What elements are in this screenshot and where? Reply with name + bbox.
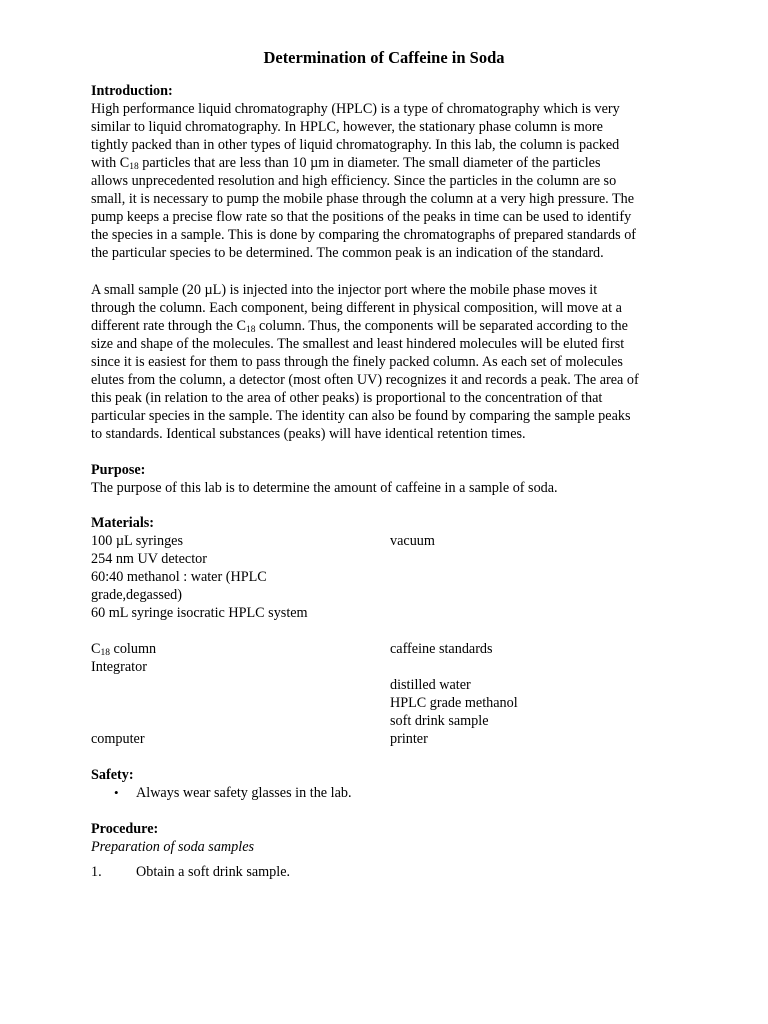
material-item <box>91 640 156 658</box>
material-item: vacuum <box>390 533 435 549</box>
introduction-heading: Introduction: <box>91 83 173 99</box>
text-fragment: column <box>109 641 157 657</box>
text-line: since it is easiest for them to pass through the finely packed column. As each set of molecules <box>91 354 623 370</box>
text-fragment: particles that are less than 10 µm in diameter. The small diameter of the particles <box>138 155 601 171</box>
material-item: HPLC grade methanol <box>390 695 518 711</box>
text-line: tightly packed than in other types of liquid chromatography. In this lab, the column is packed <box>91 137 620 153</box>
subscript: 18 <box>129 162 139 172</box>
introduction-paragraph-1 <box>91 100 691 262</box>
material-item: 100 µL syringes <box>91 533 183 549</box>
text-line: A small sample (20 µL) is injected into the injector port where the mobile phase moves it <box>91 282 598 298</box>
procedure-subheading: Preparation of soda samples <box>91 839 255 855</box>
text-fragment: column. Thus, the components will be separated according to the <box>255 318 628 334</box>
material-item: 60:40 methanol : water (HPLC <box>91 569 267 585</box>
material-item: grade,degassed) <box>91 587 182 603</box>
text-line: size and shape of the molecules. The smallest and least hindered molecules will be eluted first <box>91 336 625 352</box>
text-fragment: different rate through the C <box>91 318 246 334</box>
introduction-paragraph-2 <box>91 281 691 443</box>
material-item: caffeine standards <box>390 641 493 657</box>
material-item: printer <box>390 731 428 747</box>
purpose-heading: Purpose: <box>91 462 146 478</box>
procedure-heading: Procedure: <box>91 821 159 837</box>
text-line: the particular species to be determined. The common peak is an indication of the standard. <box>91 245 604 261</box>
material-item: 60 mL syringe isocratic HPLC system <box>91 605 308 621</box>
bullet-icon: • <box>114 785 119 800</box>
text-line: High performance liquid chromatography (HPLC) is a type of chromatography which is very <box>91 101 620 117</box>
text-line: allows unprecedented resolution and high efficiency. Since the particles in the column are so <box>91 173 617 189</box>
step-number: 1. <box>91 864 102 880</box>
material-item: computer <box>91 731 145 747</box>
material-item: 254 nm UV detector <box>91 551 207 567</box>
subscript: 18 <box>245 325 256 335</box>
step-text: Obtain a soft drink sample. <box>136 864 291 880</box>
text-line: particular species in the sample. The identity can also be found by comparing the sample peaks <box>91 408 631 424</box>
text-line: to standards. Identical substances (peaks) will have identical retention times. <box>91 426 526 442</box>
text-fragment: with C <box>91 155 130 171</box>
text-line: this peak (in relation to the area of other peaks) is proportional to the concentration of that <box>91 390 603 406</box>
safety-heading: Safety: <box>91 767 134 783</box>
text-line: elutes from the column, a detector (most often UV) recognizes it and records a peak. The area of <box>91 372 639 388</box>
text-line: the species in a sample. This is done by comparing the chromatographs of prepared standards of <box>91 227 637 243</box>
material-item: Integrator <box>91 659 147 675</box>
text-line: similar to liquid chromatography. In HPLC, however, the stationary phase column is more <box>91 119 603 135</box>
text-line <box>91 154 691 172</box>
material-item: soft drink sample <box>390 713 489 729</box>
purpose-text: The purpose of this lab is to determine the amount of caffeine in a sample of soda. <box>91 480 558 496</box>
material-item: distilled water <box>390 677 471 693</box>
text-line: small, it is necessary to pump the mobile phase through the column at a very high pressure. The <box>91 191 635 207</box>
document-title: Determination of Caffeine in Soda <box>263 48 505 67</box>
text-fragment: C <box>91 641 101 657</box>
text-line <box>91 317 691 335</box>
text-line: pump keeps a precise flow rate so that the positions of the peaks in time can be used to identify <box>91 209 632 225</box>
materials-heading: Materials: <box>91 515 155 531</box>
subscript: 18 <box>100 648 110 658</box>
safety-item: Always wear safety glasses in the lab. <box>136 785 352 801</box>
text-line: through the column. Each component, being different in physical composition, will move at a <box>91 300 622 316</box>
